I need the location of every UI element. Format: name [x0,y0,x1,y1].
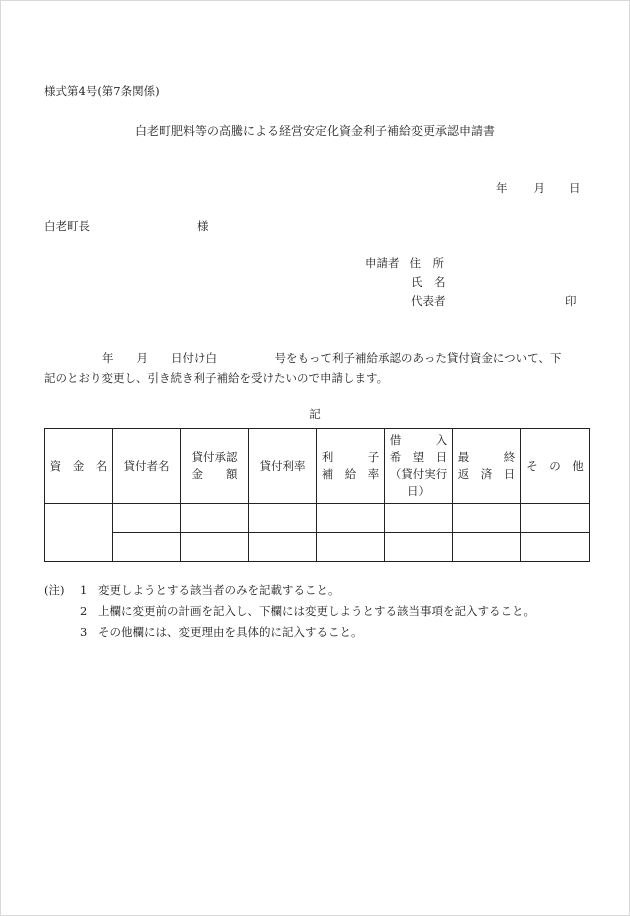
applicant-representative-label: 代表者 [411,294,446,308]
cell-borrow-date-after[interactable] [385,533,453,562]
cell-borrow-date-before[interactable] [385,504,453,533]
form-number: 様式第4号(第7条関係) [44,84,160,98]
addressee [44,218,209,234]
cell-subsidy-before[interactable] [317,504,385,533]
table-row-before [45,504,590,533]
document-title: 白老町肥料等の高騰による経営安定化資金利子補給変更承認申請書 [134,124,495,138]
cell-lender-after[interactable] [113,533,181,562]
record-heading: 記 [309,407,321,421]
date-month: 月 [533,181,545,195]
seal-mark: 印 [565,294,577,308]
header-other: そ の 他 [521,429,590,504]
cell-other-after[interactable] [521,533,590,562]
cell-other-before[interactable] [521,504,590,533]
cell-lender-before[interactable] [113,504,181,533]
date-line [496,180,581,196]
header-loan-rate: 貸付利率 [249,429,317,504]
body-line-2: 記のとおり変更し、引き続き利子補給を受けたいので申請します。 [44,371,389,385]
header-subsidy-rate: 利 子 補 給 率 [317,429,385,504]
header-approved-amount: 貸付承認 金 額 [181,429,249,504]
note-item-3: 3 その他欄には、変更理由を具体的に記入すること。 [80,625,363,639]
body-paragraph [44,348,584,388]
applicant-label: 申請者 [365,256,400,270]
note-item-1: (注) 1 変更しようとする該当者のみを記載すること。 [44,580,535,601]
applicant-address-label: 住 所 [409,256,444,270]
header-final-repayment: 最 終 返 済 日 [453,429,521,504]
cell-amount-after[interactable] [181,533,249,562]
notes [44,580,535,643]
table-row-after [45,533,590,562]
cell-rate-after[interactable] [249,533,317,562]
cell-repay-date-after[interactable] [453,533,521,562]
cell-rate-before[interactable] [249,504,317,533]
cell-repay-date-before[interactable] [453,504,521,533]
cell-fund-name[interactable] [45,504,113,562]
date-day: 日 [569,181,581,195]
applicant-name-label: 氏 名 [411,275,446,289]
cell-amount-before[interactable] [181,504,249,533]
cell-subsidy-after[interactable] [317,533,385,562]
date-year: 年 [496,181,508,195]
addressee-name: 白老町長 [44,219,90,233]
header-fund-name: 資 金 名 [45,429,113,504]
note-item-2: 2 上欄に変更前の計画を記入し、下欄には変更しようとする該当事項を記入すること。 [80,604,535,618]
body-line-1: 年 月 日付け白 号をもって利子補給承認のあった貸付資金について、下 [102,351,562,365]
header-lender: 貸付者名 [113,429,181,504]
notes-label: (注) [44,583,65,597]
applicant-block [365,255,446,312]
change-table [44,428,590,562]
addressee-honorific: 様 [197,219,209,233]
header-borrow-date: 借 入 希 望 日 （貸付実行 日） [385,429,453,504]
